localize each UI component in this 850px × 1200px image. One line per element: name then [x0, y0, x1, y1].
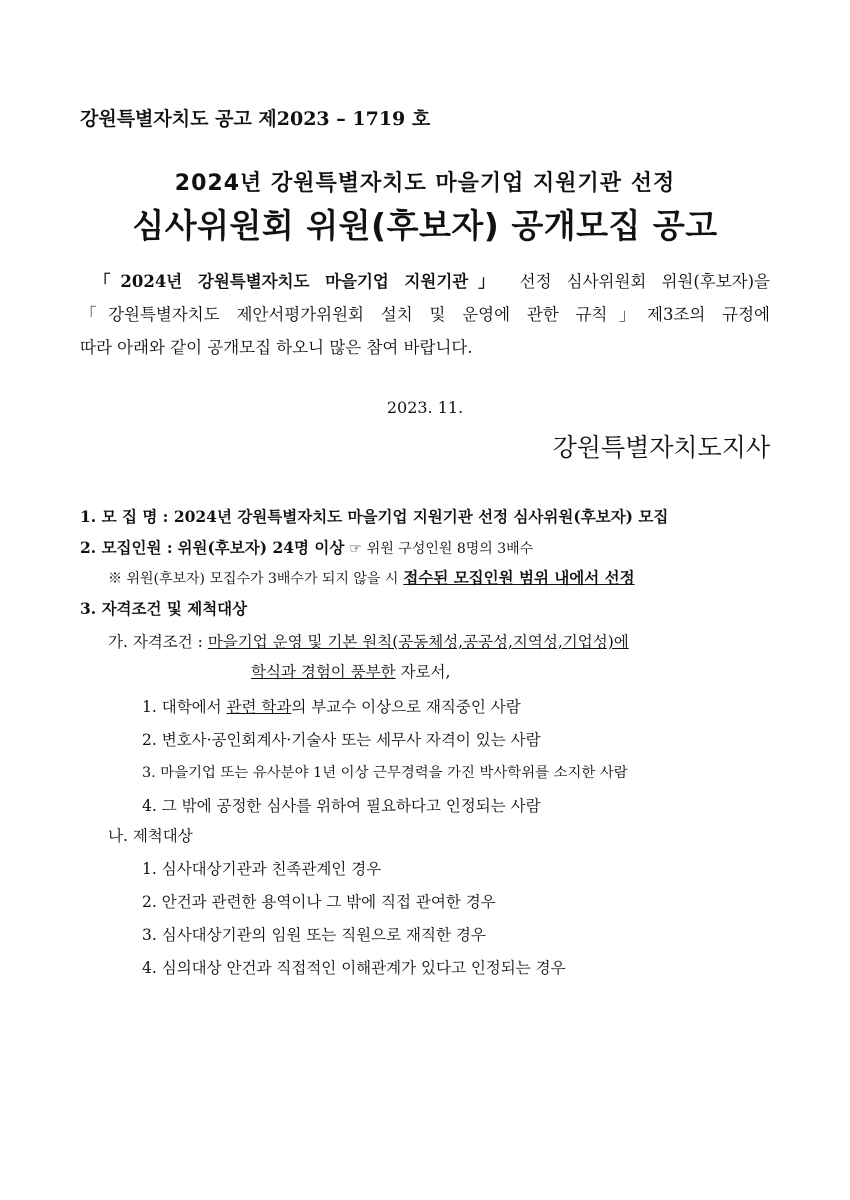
- notice-date: 2023. 11.: [386, 398, 464, 417]
- intro-line-2: 「강원특별자치도 제안서평가위원회 설치 및 운영에 관한 규칙」제3조의 규정에: [80, 305, 770, 324]
- section-2: [80, 534, 533, 562]
- intro-quote-1: 「2024년 강원특별자치도 마을기업 지원기관」: [94, 272, 505, 291]
- section-2-sub-prefix: ※ 위원(후보자) 모집수가 3배수가 되지 않을 시: [108, 571, 399, 587]
- intro-line-1-rest: 선정 심사위원회 위원(후보자)을: [504, 272, 770, 291]
- section-3-label: 3. 자격조건 및 제척대상: [80, 599, 248, 618]
- section-3a: [108, 628, 629, 656]
- issuer: 강원특별자치도지사: [552, 433, 770, 462]
- list-item-text: 1. 대학에서: [142, 698, 227, 716]
- list-item: 2. 안건과 관련한 용역이나 그 밖에 직접 관여한 경우: [142, 893, 496, 911]
- intro-line-1: [80, 265, 770, 298]
- title-line-2: 심사위원회 위원(후보자) 공개모집 공고: [132, 206, 718, 245]
- list-item-text-post: 의 부교수 이상으로 재직중인 사람: [291, 698, 521, 716]
- list-item: 3. 마을기업 또는 유사분야 1년 이상 근무경력을 가진 박사학위를 소지한 사람: [142, 765, 628, 781]
- section-1-value: 2024년 강원특별자치도 마을기업 지원기관 선정 심사위원(후보자) 모집: [173, 507, 669, 526]
- notice-number: 강원특별자치도 공고 제2023 – 1719 호: [80, 108, 431, 130]
- pointing-hand-icon: ☞: [349, 541, 362, 557]
- section-2-value: 위원(후보자) 24명 이상: [177, 538, 345, 557]
- section-3a-label: 가. 자격조건 :: [108, 633, 203, 651]
- list-item: 4. 그 밖에 공정한 심사를 위하여 필요하다고 인정되는 사람: [142, 797, 541, 815]
- list-item: 2. 변호사·공인회계사·기술사 또는 세무사 자격이 있는 사람: [142, 731, 541, 749]
- section-3a-line-2-under: 학식과 경험이 풍부한: [251, 663, 396, 681]
- list-item: 1. 심사대상기관과 친족관계인 경우: [142, 860, 382, 878]
- intro-line-3: 따라 아래와 같이 공개모집 하오니 많은 참여 바랍니다.: [80, 338, 473, 357]
- list-item-underline: 관련 학과: [226, 698, 292, 716]
- title-line-1: 2024년 강원특별자치도 마을기업 지원기관 선정: [174, 171, 676, 196]
- section-1: [80, 503, 668, 531]
- section-2-label: 2. 모집인원 :: [80, 538, 173, 557]
- section-2-note: 위원 구성인원 8명의 3배수: [366, 541, 534, 557]
- section-1-label: 1. 모 집 명 :: [80, 507, 169, 526]
- section-3a-line-1: 마을기업 운영 및 기본 원칙(공동체성,공공성,지역성,기업성)에: [207, 633, 629, 651]
- section-3a-line-2: [251, 658, 450, 686]
- section-3b-label: 나. 제척대상: [108, 827, 193, 845]
- section-2-subnote: [108, 564, 635, 592]
- list-item: 3. 심사대상기관의 임원 또는 직원으로 재직한 경우: [142, 926, 486, 944]
- intro-paragraph: [80, 265, 770, 364]
- section-2-sub-emphasis: 접수된 모집인원 범위 내에서 선정: [403, 568, 635, 587]
- list-item: 4. 심의대상 안건과 직접적인 이해관계가 있다고 인정되는 경우: [142, 959, 566, 977]
- section-3a-line-2-rest: 자로서,: [395, 663, 451, 681]
- list-item: [142, 693, 521, 721]
